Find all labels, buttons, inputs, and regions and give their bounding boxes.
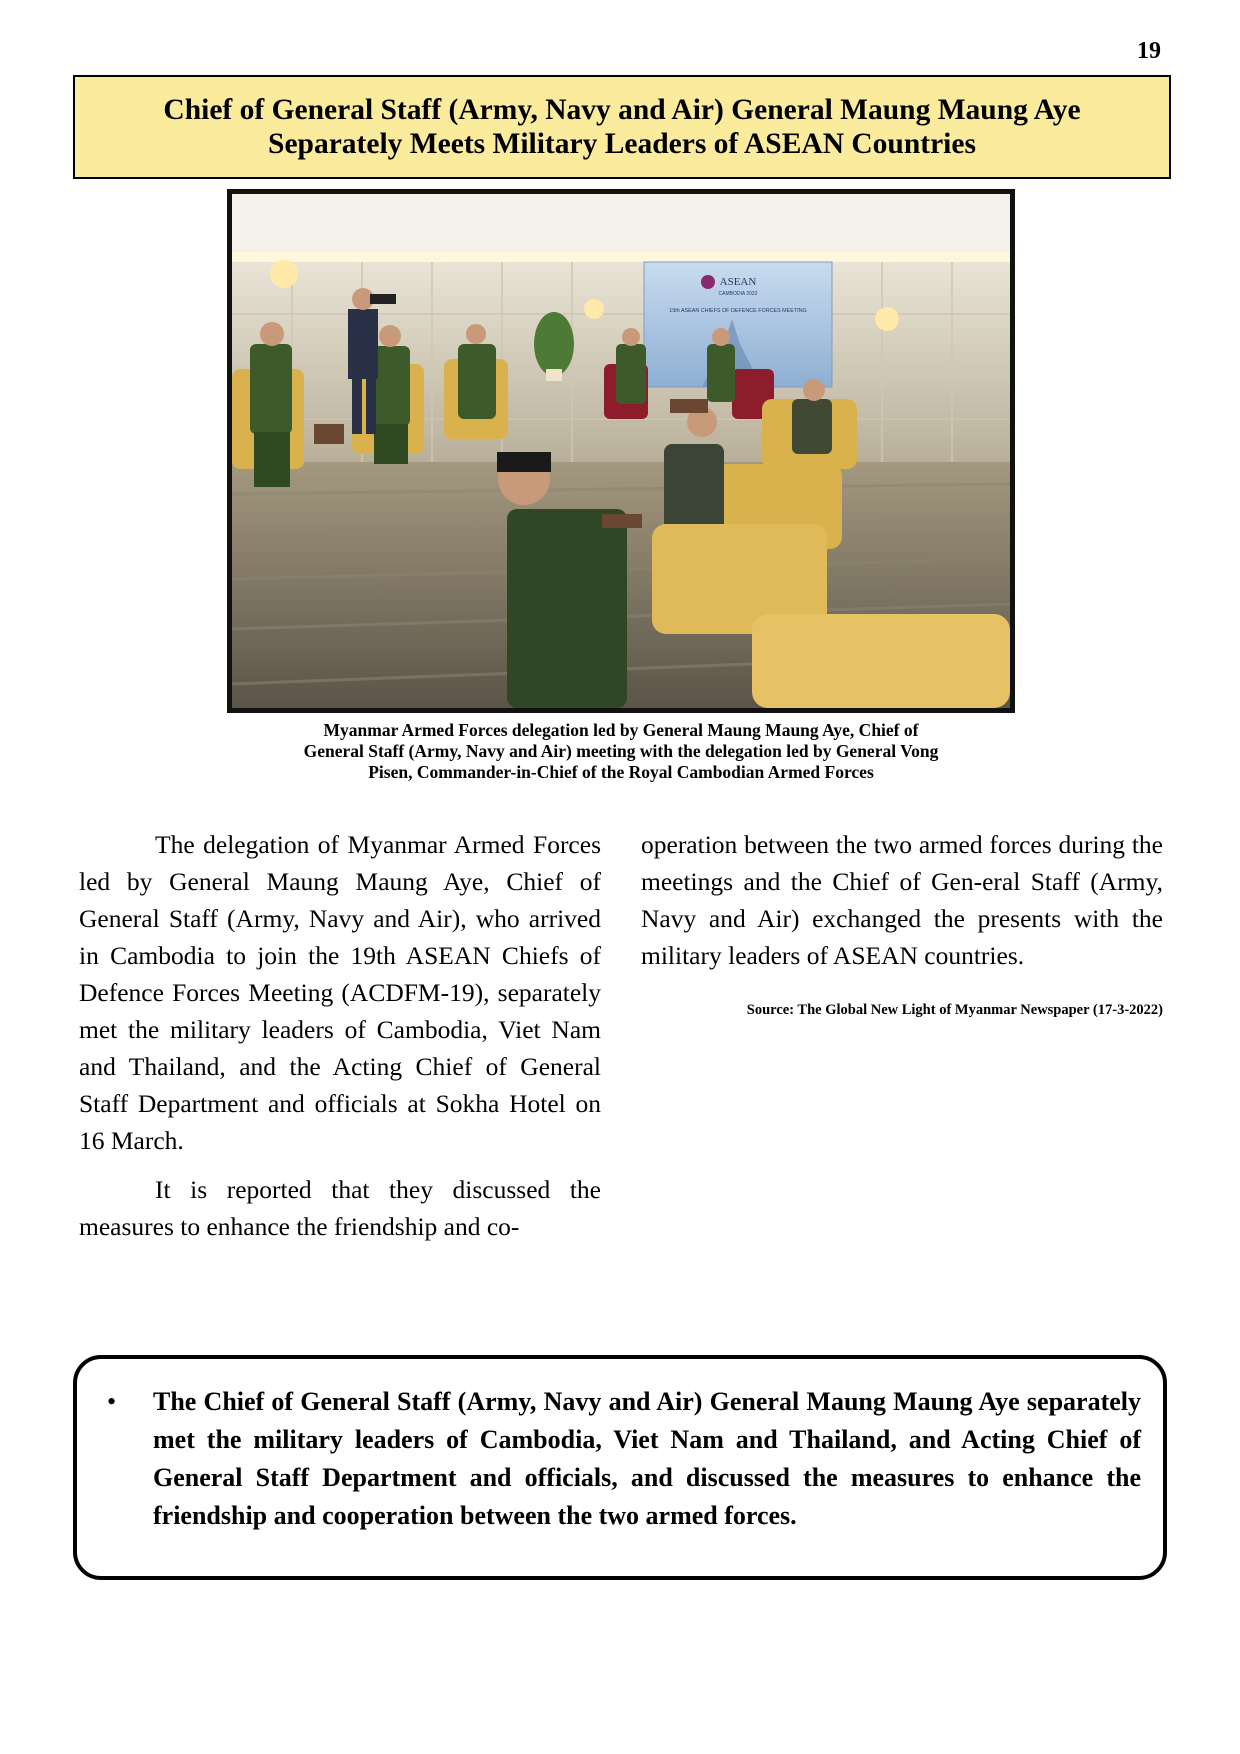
bullet-icon: •: [107, 1387, 117, 1416]
page-title-line-2: Separately Meets Military Leaders of ASEAN Countries: [268, 128, 976, 160]
article-paragraph-1: The delegation of Myanmar Armed Forces led by General Maung Maung Aye, Chief of General Staff (Army, Navy and Air), who arrived in Cambodia to join the 19th ASEAN Chiefs of Defence Forces Meeting (ACDFM-19), separately met the military leaders of Cambodia, Viet Nam and Thailand, and the Acting Chief of General Staff Department and officials at Sokha Hotel on 16 March.: [79, 830, 601, 1155]
meeting-photo-illustration: [232, 194, 1010, 708]
asean-logo: [701, 275, 715, 289]
side-table-front: [602, 514, 642, 528]
caption-line-2: General Staff (Army, Navy and Air) meeting with the delegation led by General Vong: [303, 741, 939, 761]
page-number: 19: [1137, 38, 1161, 64]
side-table-left: [314, 424, 344, 444]
caption-line-3: Pisen, Commander-in-Chief of the Royal Cambodian Armed Forces: [368, 762, 874, 782]
wall-lamp-center: [584, 299, 604, 319]
article-paragraph-2-end: operation between the two armed forces during the meetings and the Chief of Gen-eral Staff (Army, Navy and Air) exchanged the presents with the military leaders of ASEAN countries.: [641, 830, 1163, 970]
article-source: Source: The Global New Light of Myanmar Newspaper (17-3-2022): [746, 1002, 1163, 1018]
summary-item: [97, 1383, 1141, 1535]
potted-plant: [534, 312, 574, 376]
banner-brand-text: ASEAN: [719, 276, 757, 288]
wall-lamp-left: [270, 260, 298, 288]
article-paragraph-2-start: It is reported that they discussed the measures to enhance the friendship and co-: [79, 1175, 601, 1241]
ceiling-light-strip: [232, 252, 1010, 262]
caption-line-1: Myanmar Armed Forces delegation led by General Maung Maung Aye, Chief of: [323, 720, 919, 740]
banner-subtitle-text: CAMBODIA 2022: [718, 291, 758, 297]
page-title-line-1: Chief of General Staff (Army, Navy and Air) General Maung Maung Aye: [163, 94, 1081, 126]
banner-event-text: 19th ASEAN CHIEFS OF DEFENCE FORCES MEETING: [669, 308, 807, 314]
summary-text: The Chief of General Staff (Army, Navy and Air) General Maung Maung Aye separately met the military leaders of Cambodia, Viet Nam and Thailand, and Acting Chief of General Staff Department and officials, and discussed the measures to enhance the friendship and cooperation between the two armed forces.: [153, 1387, 1141, 1530]
meeting-photo: [227, 189, 1015, 713]
article-column-right: [641, 826, 1163, 1020]
title-box: [73, 75, 1171, 179]
wall-lamp-right: [875, 307, 899, 331]
article-column-left: [79, 826, 601, 1245]
side-table-center: [670, 399, 708, 413]
summary-box: [73, 1355, 1167, 1580]
photo-caption: [200, 720, 1042, 783]
